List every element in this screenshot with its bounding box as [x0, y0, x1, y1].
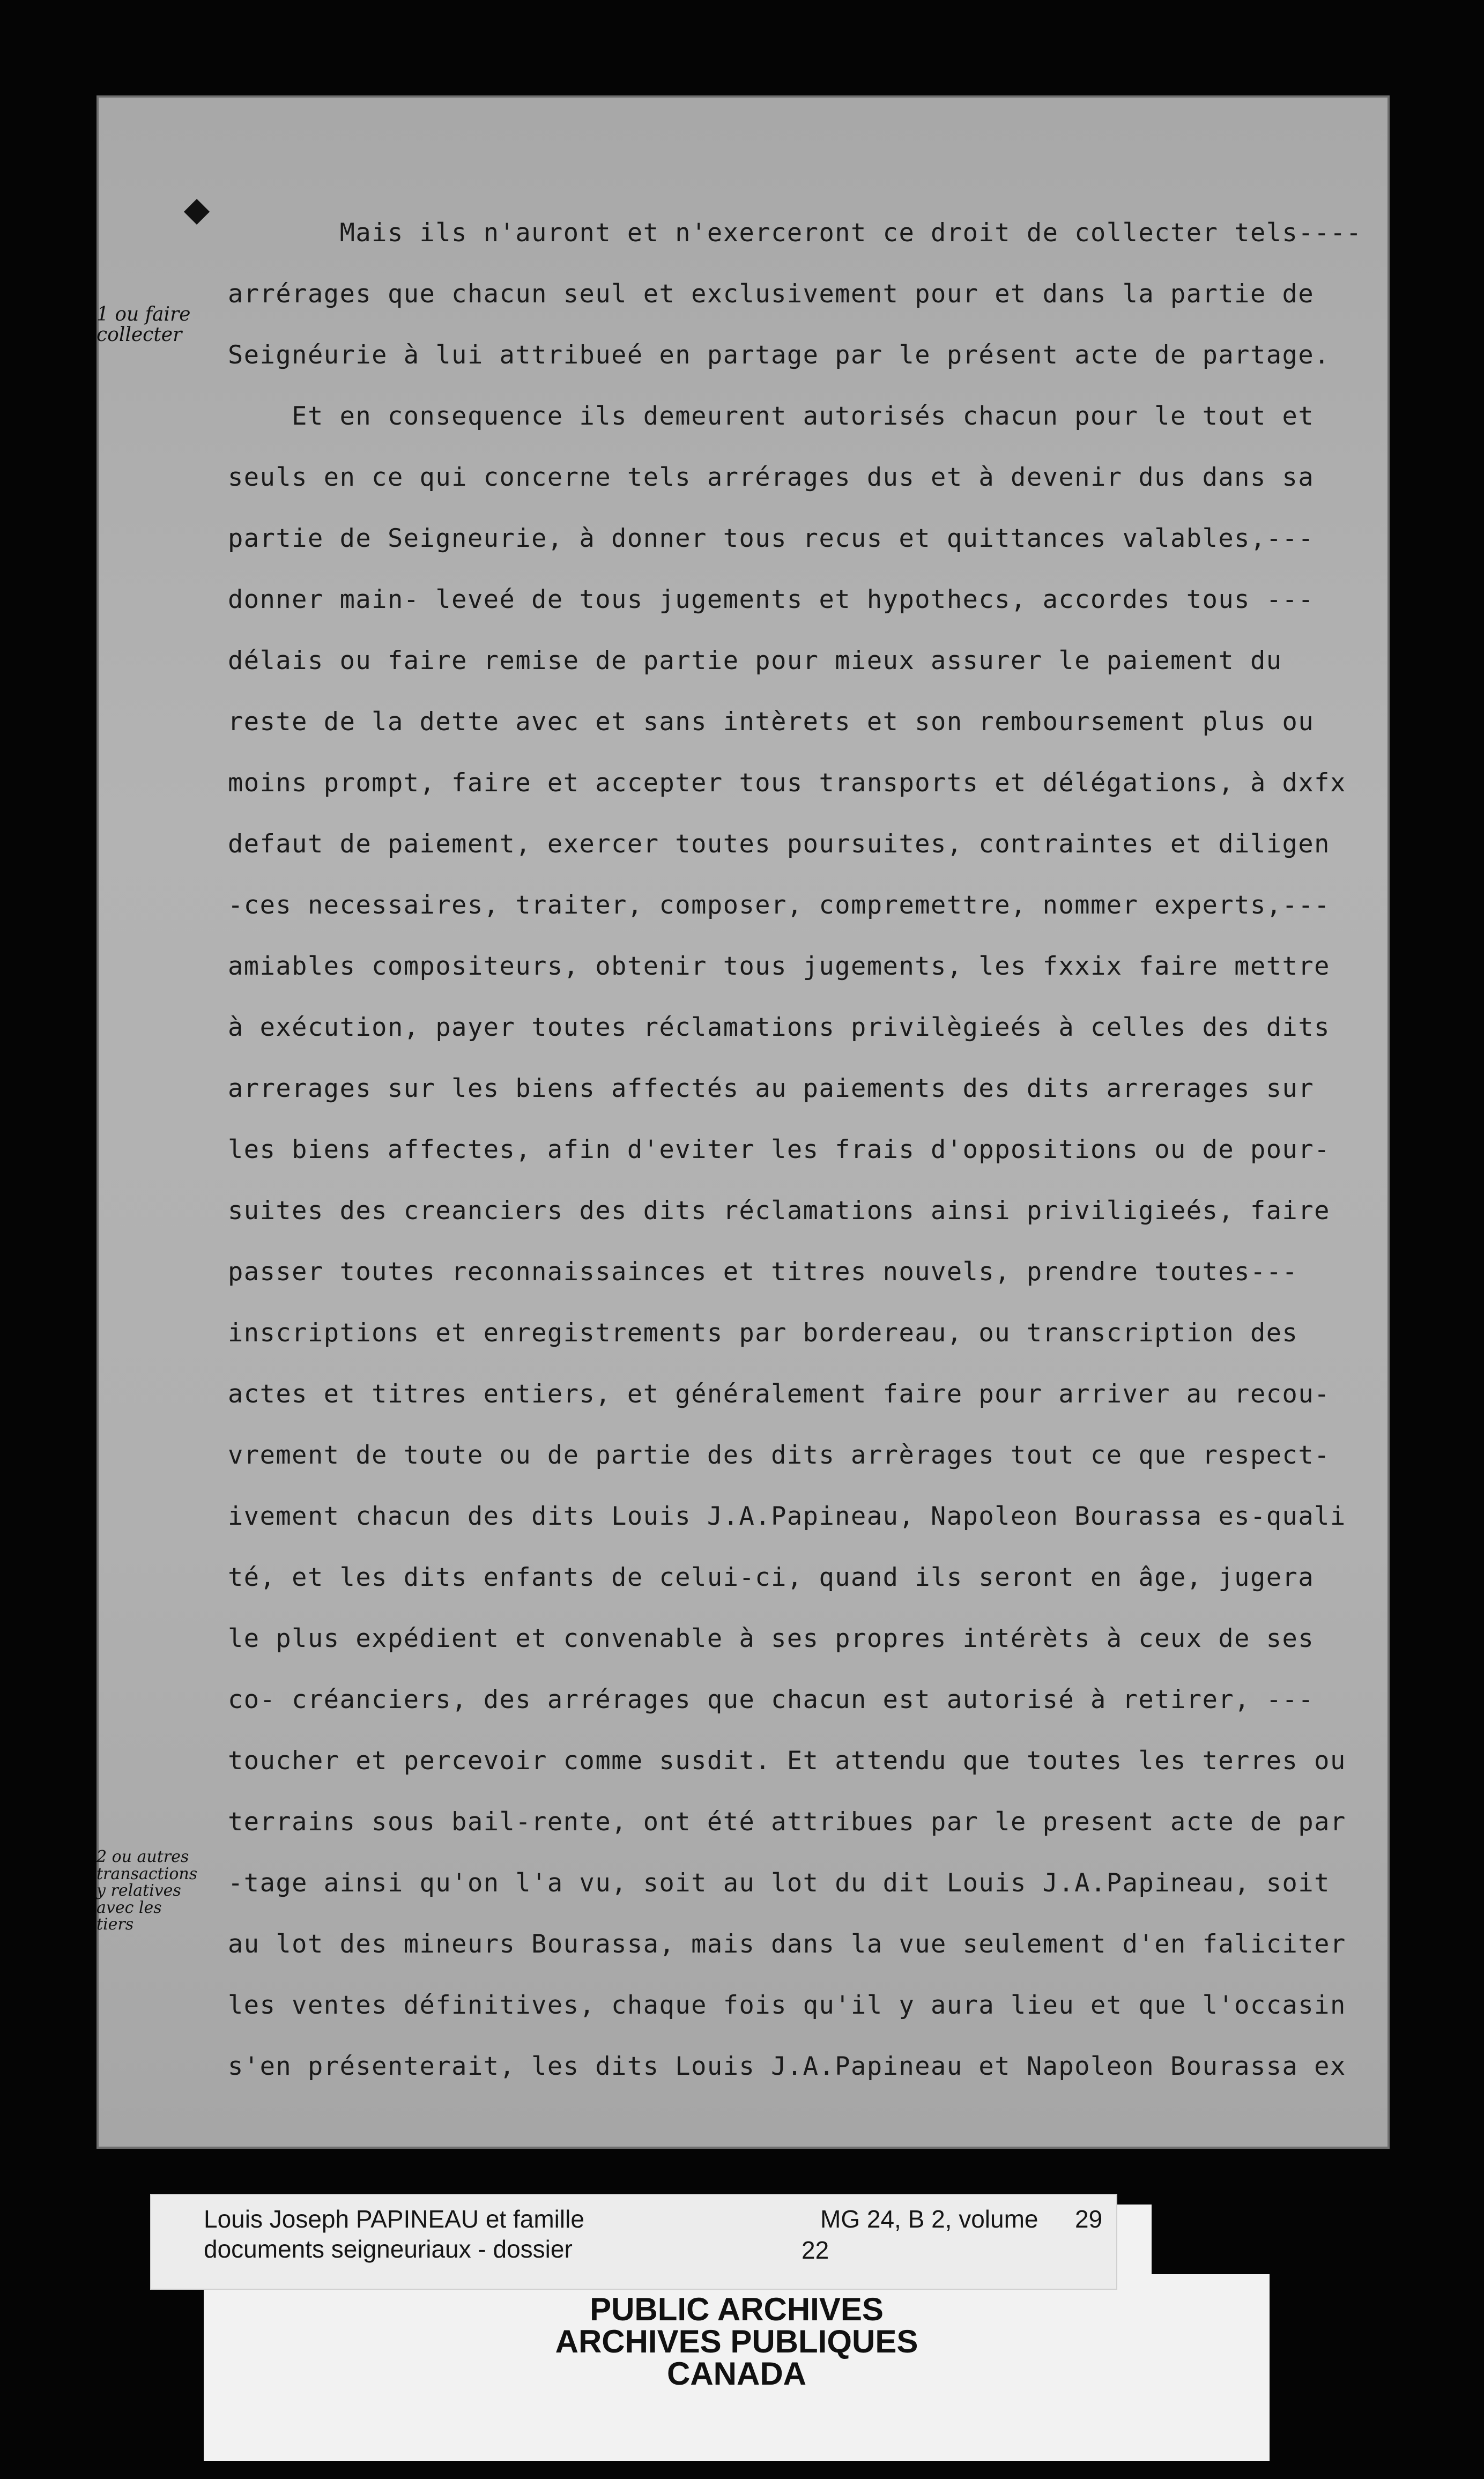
text-line: à exécution, payer toutes réclamations privilègieés à celles des dits	[228, 1013, 1330, 1042]
collection-title: Louis Joseph PAPINEAU et famille	[204, 2205, 584, 2233]
typed-text-body	[228, 203, 1362, 2097]
text-line: les biens affectes, afin d'eviter les frais d'oppositions ou de pour-	[228, 1135, 1330, 1164]
archives-stamp	[204, 2291, 1270, 2392]
text-line: defaut de paiement, exercer toutes poursuites, contraintes et diligen	[228, 829, 1330, 859]
text-line: le plus expédient et convenable à ses propres intérèts à ceux de ses	[228, 1624, 1315, 1653]
text-line: co- créanciers, des arrérages que chacun est autorisé à retirer, ---	[228, 1685, 1315, 1714]
text-line: terrains sous bail-rente, ont été attribues par le present acte de par	[228, 1807, 1346, 1837]
text-line: vrement de toute ou de partie des dits arrèrages tout ce que respect-	[228, 1441, 1330, 1470]
text-line: ivement chacun des dits Louis J.A.Papineau, Napoleon Bourassa es-quali	[228, 1502, 1346, 1531]
text-line: passer toutes reconnaissainces et titres nouvels, prendre toutes---	[228, 1257, 1299, 1287]
text-line: arrérages que chacun seul et exclusivement pour et dans la partie de	[228, 279, 1315, 309]
text-line: seuls en ce qui concerne tels arrérages dus et à devenir dus dans sa	[228, 463, 1315, 492]
document-page	[97, 95, 1390, 2149]
volume-number: 29	[1075, 2205, 1103, 2233]
archives-name-en: PUBLIC ARCHIVES	[590, 2291, 884, 2327]
text-line: partie de Seigneurie, à donner tous recus et quittances valables,---	[228, 524, 1315, 553]
text-line: amiables compositeurs, obtenir tous jugements, les fxxix faire mettre	[228, 952, 1330, 981]
margin-note-1: 1 ou faire collecter	[97, 303, 191, 346]
collection-reference: MG 24, B 2, volume	[820, 2205, 1038, 2233]
text-line: té, et les dits enfants de celui-ci, quand ils seront en âge, jugera	[228, 1563, 1315, 1592]
text-line: inscriptions et enregistrements par bordereau, ou transcription des	[228, 1318, 1299, 1348]
text-line: -tage ainsi qu'on l'a vu, soit au lot du dit Louis J.A.Papineau, soit	[228, 1868, 1330, 1898]
text-line: suites des creanciers des dits réclamations ainsi priviligieés, faire	[228, 1196, 1330, 1226]
bullet-mark-icon	[184, 199, 210, 225]
text-line: toucher et percevoir comme susdit. Et attendu que toutes les terres ou	[228, 1746, 1346, 1776]
text-line: Seignéurie à lui attribueé en partage par le présent acte de partage.	[228, 340, 1330, 370]
text-line: moins prompt, faire et accepter tous transports et délégations, à dxfx	[228, 768, 1346, 798]
text-line: s'en présenterait, les dits Louis J.A.Papineau et Napoleon Bourassa ex	[228, 2052, 1346, 2081]
archives-name-fr: ARCHIVES PUBLIQUES	[555, 2324, 918, 2359]
text-line: -ces necessaires, traiter, composer, compremettre, nommer experts,---	[228, 890, 1330, 920]
text-line: actes et titres entiers, et généralement faire pour arriver au recou-	[228, 1379, 1330, 1409]
dossier-number: 22	[802, 2236, 829, 2264]
text-line: Et en consequence ils demeurent autorisés chacun pour le tout et	[228, 402, 1315, 431]
text-line: arrerages sur les biens affectés au paiements des dits arrerages sur	[228, 1074, 1315, 1103]
label-notch-right	[1152, 2205, 1270, 2274]
text-line: délais ou faire remise de partie pour mieux assurer le paiement du	[228, 646, 1282, 676]
archives-country: CANADA	[667, 2356, 806, 2392]
collection-subtitle: documents seigneuriaux - dossier	[204, 2235, 573, 2263]
text-line: donner main- leveé de tous jugements et hypothecs, accordes tous ---	[228, 585, 1315, 614]
text-line: Mais ils n'auront et n'exerceront ce droit de collecter tels----	[228, 218, 1362, 248]
text-line: reste de la dette avec et sans intèrets et son remboursement plus ou	[228, 707, 1315, 737]
margin-note-2: 2 ou autres transactions y relatives avec les tiers	[97, 1847, 198, 1934]
text-line: les ventes définitives, chaque fois qu'il y aura lieu et que l'occasin	[228, 1991, 1346, 2020]
text-line: au lot des mineurs Bourassa, mais dans la vue seulement d'en faliciter	[228, 1929, 1346, 1959]
